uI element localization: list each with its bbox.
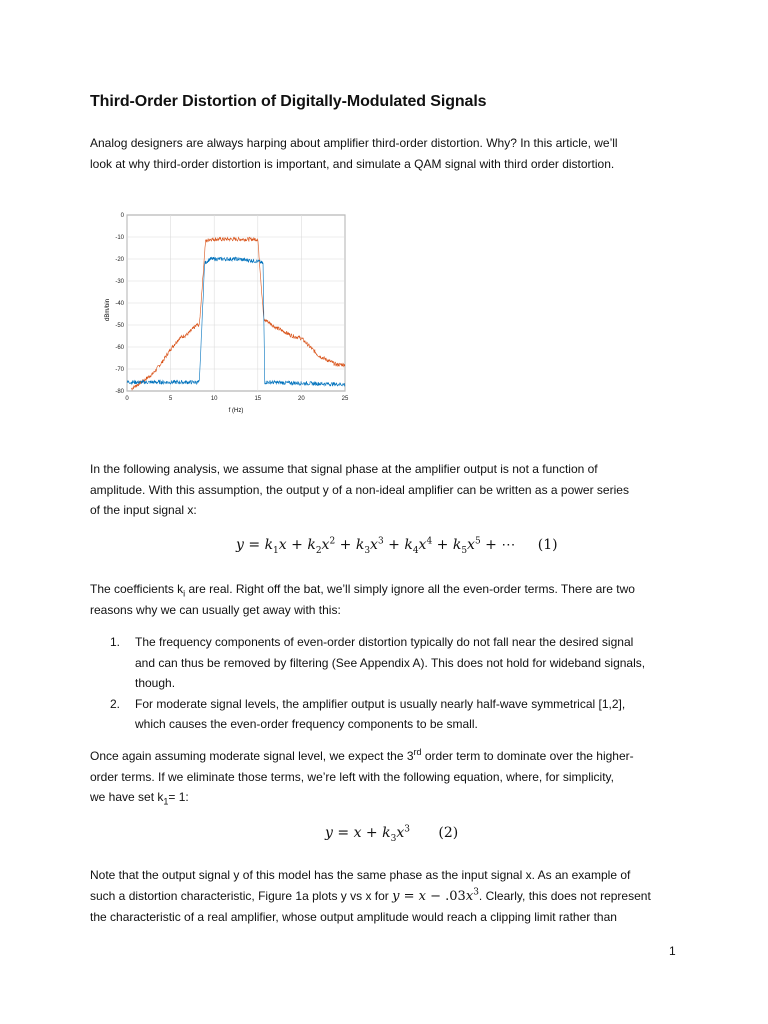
list-item-number: 2. <box>110 696 121 711</box>
list-item-number: 1. <box>110 635 121 649</box>
x-tick-label: 5 <box>168 396 173 402</box>
list-item-line: and can thus be removed by filtering (See Appendix A). This does not hold for wideband signals, <box>135 655 646 670</box>
list-item <box>110 694 690 735</box>
list-item <box>110 632 690 694</box>
reasons-list <box>110 632 690 735</box>
analysis-paragraph <box>90 459 690 521</box>
x-tick-label: 10 <box>210 396 218 402</box>
note-paragraph <box>90 865 690 928</box>
x-tick-label: 15 <box>254 396 262 402</box>
x-axis-label: f (Hz) <box>228 408 244 414</box>
y-axis-label: dBm/bin <box>105 298 111 322</box>
dominate-line: order terms. If we eliminate those terms, we’re left with the following equation, where, for simplicity, <box>90 769 614 784</box>
note-text: such a distortion characteristic, Figure 1a plots y vs x for <box>90 888 393 903</box>
dominate-text: we have set k <box>90 790 164 804</box>
note-line: Note that the output signal y of this model has the same phase as the input signal x. As an example of <box>90 868 631 882</box>
list-item-line: though. <box>135 676 176 690</box>
y-tick-label: -60 <box>115 345 124 351</box>
analysis-line: amplitude. With this assumption, the output y of a non-ideal amplifier can be written as a power series <box>90 482 629 497</box>
note-text: . Clearly, this does not represent <box>478 888 651 903</box>
y-tick-label: -70 <box>115 367 124 373</box>
intro-paragraph <box>90 133 690 174</box>
page-title: Third-Order Distortion of Digitally-Modulated Signals <box>90 93 487 110</box>
y-tick-label: -10 <box>115 235 124 241</box>
x-tick-label: 25 <box>341 396 349 402</box>
equation-2-number: (2) <box>438 825 459 841</box>
inline-equation: $y = x - .03x^3$ <box>392 887 479 904</box>
list-item-line: For moderate signal levels, the amplifier output is usually nearly half-wave symmetrical [1,2], <box>135 696 626 711</box>
dominate-line <box>90 746 690 767</box>
dominate-subscript: 1 <box>163 796 169 807</box>
intro-line: Analog designers are always harping about amplifier third-order distortion. Why? In this article, we’ll <box>90 136 618 150</box>
x-tick-label: 0 <box>125 396 129 402</box>
x-tick-label: 20 <box>298 396 305 402</box>
equation-1: $y = k_1x + k_2x^2 + k_3x^3 + k_4x^4 + k_5x^5$ + ⋯ (1) <box>236 536 558 556</box>
equation-2: $y = x + k_3x^3$ (2) <box>325 824 459 844</box>
coeff-subscript: i <box>183 588 186 599</box>
note-line: the characteristic of a real amplifier, whose output amplitude would reach a clipping limit rather than <box>90 910 617 924</box>
dominate-paragraph <box>90 746 690 808</box>
coeff-line: reasons why we can usually get away with this: <box>90 602 341 617</box>
coeff-text: The coefficients k <box>90 582 184 596</box>
analysis-line: In the following analysis, we assume that signal phase at the amplifier output is not a function of <box>90 462 598 476</box>
y-tick-label: -80 <box>115 389 124 395</box>
dominate-superscript: rd <box>413 747 422 757</box>
coefficients-paragraph <box>90 579 690 620</box>
dominate-line <box>90 787 690 808</box>
dominate-text: order term to dominate over the higher- <box>421 749 634 763</box>
list-item-line: The frequency components of even-order distortion typically do not fall near the desired signal <box>135 635 634 649</box>
page-number: 1 <box>669 944 676 958</box>
y-tick-label: -20 <box>115 257 124 263</box>
y-tick-label: -50 <box>115 323 124 329</box>
coeff-line <box>90 579 690 600</box>
list-item-line: which causes the even-order frequency components to be small. <box>135 717 478 731</box>
intro-line: look at why third-order distortion is important, and simulate a QAM signal with third order distortion. <box>90 156 615 171</box>
coeff-text: are real. Right off the bat, we’ll simply ignore all the even-order terms. There are two <box>185 582 635 596</box>
y-tick-label: 0 <box>120 213 124 219</box>
y-tick-label: -40 <box>115 301 124 307</box>
y-tick-label: -30 <box>115 279 124 285</box>
dominate-text: = 1: <box>168 790 189 804</box>
note-line <box>90 886 690 908</box>
spectrum-chart <box>98 205 358 415</box>
equation-1-number: (1) <box>537 537 558 553</box>
dominate-text: Once again assuming moderate signal level, we expect the 3 <box>90 749 414 763</box>
analysis-line: of the input signal x: <box>90 503 197 517</box>
